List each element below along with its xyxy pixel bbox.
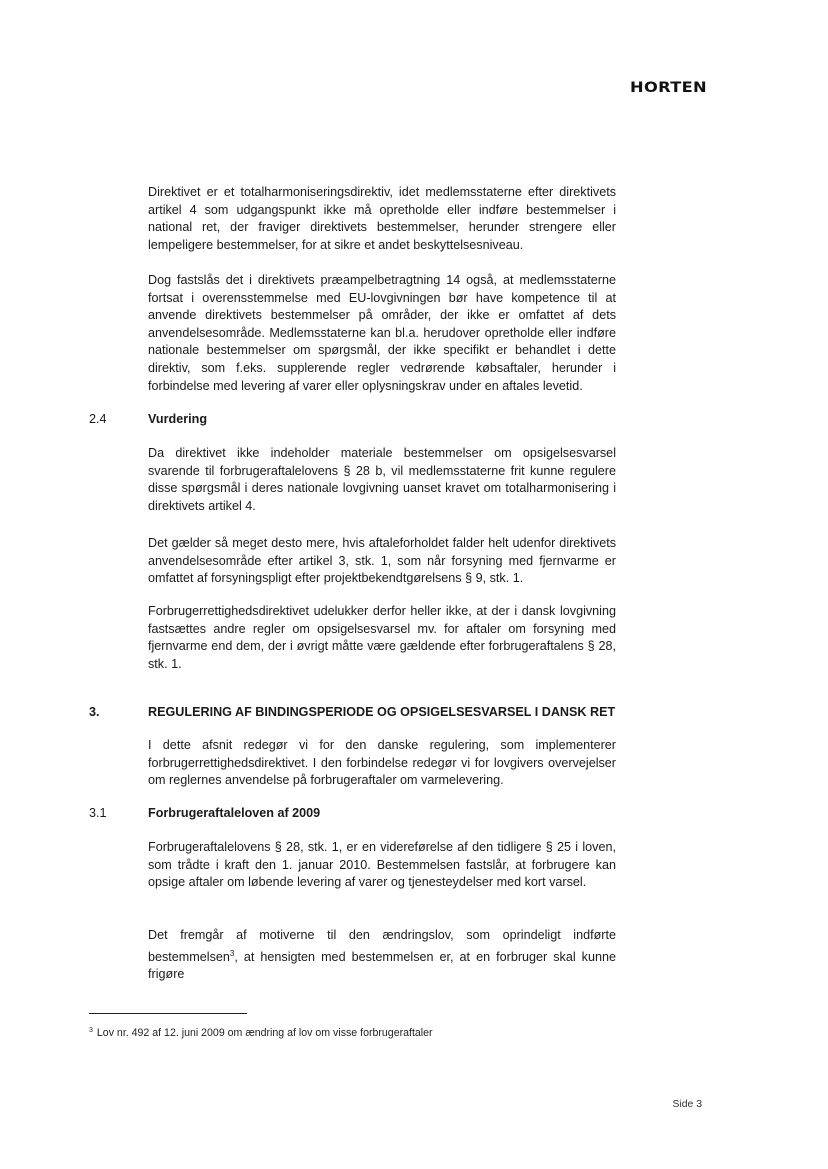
paragraph-text-end: , at hensigten med bestemmelsen er, at en forbruger skal kunne frigøre [148, 949, 616, 982]
page-number: Side 3 [672, 1099, 702, 1110]
footnote [89, 1024, 433, 1040]
paragraph-vurdering-3: Forbrugerrettighedsdirektivet udelukker derfor heller ikke, at der i dansk lovgivning fastsættes andre regler om opsigelsesvarsel mv. for aftaler om forsyning med fjernvarme end dem, der i øvrigt måtte være gældende efter forbrugeraftalens § 28, stk. 1. [148, 604, 616, 671]
section-number-3-1: 3.1 [89, 806, 107, 820]
footnote-reference[interactable]: 3 [229, 948, 235, 958]
paragraph-totalharmonisering: Direktivet er et totalharmoniseringsdirektiv, idet medlemsstaterne efter direktivets artikel 4 som udgangspunkt ikke må opretholde eller indføre bestemmelser i national ret, der fraviger direktivets bestemmelser, herunder strengere eller lempeligere bestemmelser, for at sikre et andet beskyttelsesniveau. [148, 185, 616, 252]
paragraph-forbrugeraftaleloven-1: Forbrugeraftalelovens § 28, stk. 1, er en videreførelse af den tidligere § 25 i loven, som trådte i kraft den 1. januar 2010. Bestemmelsen fastslår, at forbrugere kan opsige aftaler om løbende levering af varer og tjenesteydelser med kort varsel. [148, 840, 616, 890]
section-title-vurdering: Vurdering [148, 412, 208, 426]
section-title-regulering: REGULERING AF BINDINGSPERIODE OG OPSIGELSESVARSEL I DANSK RET [148, 705, 616, 719]
paragraph-praeambel: Dog fastslås det i direktivets præampelbetragtning 14 også, at medlemsstaterne fortsat i overensstemmelse med EU-lovgivningen bør have kompetence til at anvende direktivets bestemmelser på områder, der ikke er omfattet af dets anvendelsesområde. Medlemsstaterne kan bl.a. herudover opretholde eller indføre nationale bestemmelser om spørgsmål, der ikke specifikt er behandlet i dette direktiv, som f.eks. supplerende regler vedrørende købsaftaler, herunder i forbindelse med levering af varer eller oplysningskrav under en aftales levetid. [148, 273, 616, 393]
section-number-2-4: 2.4 [89, 412, 107, 426]
horten-logo: HORTEN [630, 80, 707, 96]
paragraph-regulering: I dette afsnit redegør vi for den danske regulering, som implementerer forbrugerrettighedsdirektivet. I den forbindelse redegør vi for lovgivers overvejelser om reglernes anvendelse på forbrugeraftaler om varmelevering. [148, 738, 616, 788]
footnote-divider [89, 1013, 247, 1014]
section-number-3: 3. [89, 705, 100, 719]
section-title-forbrugeraftaleloven: Forbrugeraftaleloven af 2009 [148, 806, 321, 820]
paragraph-text-start: Det fremgår af motiverne til den ændringslov, som oprindeligt indførte bestemmelsen [148, 928, 616, 964]
paragraph-vurdering-2: Det gælder så meget desto mere, hvis aftaleforholdet falder helt udenfor direktivets anvendelsesområde efter artikel 3, stk. 1, som når forsyning med fjernvarme er omfattet af forsyningspligt efter projektbekendtgørelsens § 9, stk. 1. [148, 536, 616, 586]
footnote-text: Lov nr. 492 af 12. juni 2009 om ændring af lov om visse forbrugeraftaler [96, 1027, 433, 1039]
footnote-mark: 3 [89, 1027, 93, 1034]
paragraph-vurdering-1: Da direktivet ikke indeholder materiale bestemmelser om opsigelsesvarsel svarende til forbrugeraftalelovens § 28 b, vil medlemsstaterne frit kunne regulere disse spørgsmål i deres nationale lovgivning uanset kravet om totalharmonisering i direktivets artikel 4. [148, 446, 616, 513]
paragraph-forbrugeraftaleloven-2 [148, 927, 616, 984]
